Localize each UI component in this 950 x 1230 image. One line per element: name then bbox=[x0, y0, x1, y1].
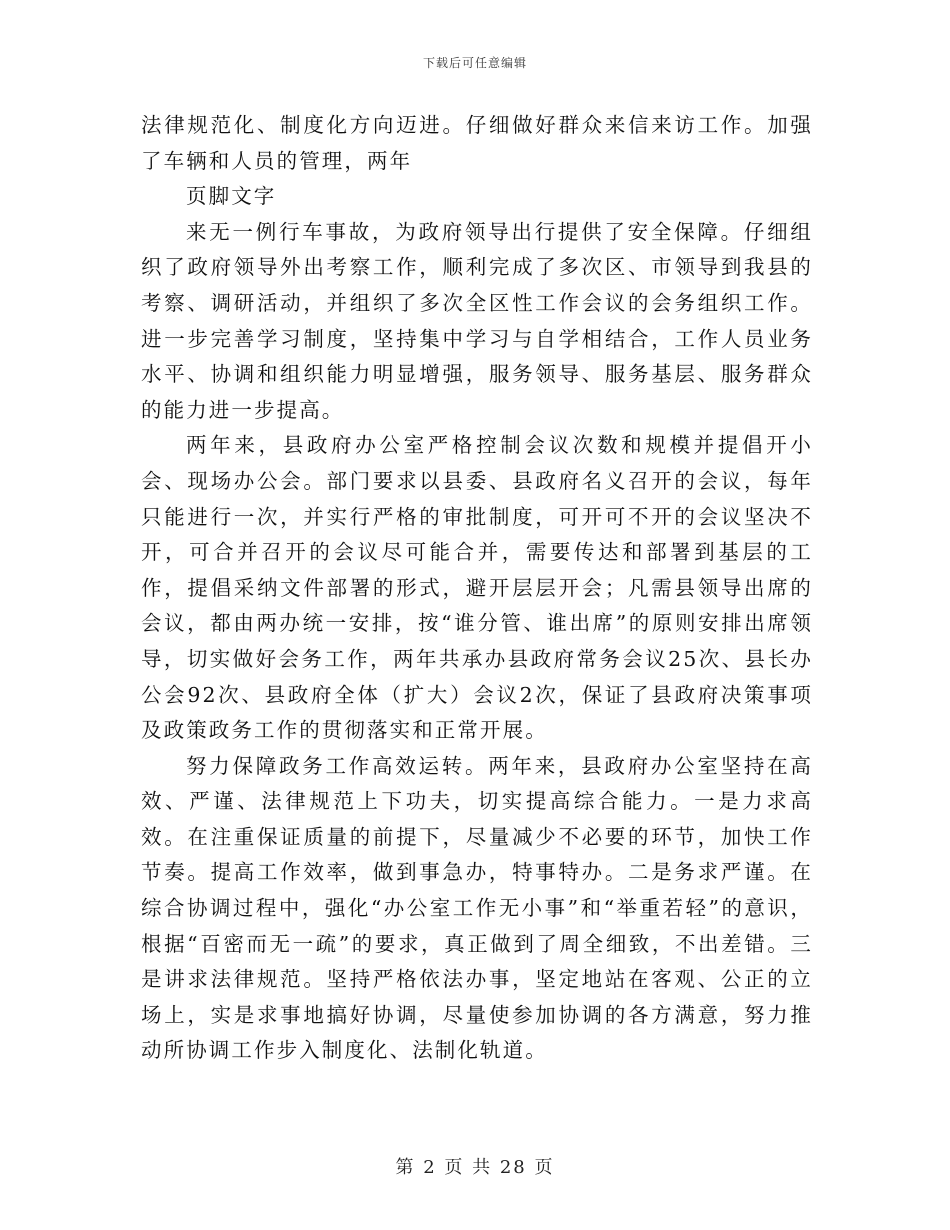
paragraph-continuation: 法律规范化、制度化方向迈进。仔细做好群众来信来访工作。加强了车辆和人员的管理，两年 bbox=[141, 113, 813, 173]
page-number: 第 2 页 共 28 页 bbox=[395, 1157, 555, 1178]
page-header: 下载后可任意编辑 bbox=[422, 56, 527, 70]
paragraph-efficiency: 努力保障政务工作高效运转。两年来，县政府办公室坚持在高效、严谨、法律规范上下功夫，切实提高综合能力。一是力求高效。在注重保证质量的前提下，尽量减少不必要的环节，加快工作节奏。提高工作效率，做到事急办，特事特办。二是务求严谨。在综合协调过程中，强化“办公室工作无小事”和“举重若轻”的意识，根据“百密而无一疏”的要求，真正做到了周全细致，不出差错。三是讲求法律规范。坚持严格依法办事，坚定地站在客观、公正的立场上，实是求事地搞好协调，尽量使参加协调的各方满意，努力推动所协调工作步入制度化、法制化轨道。 bbox=[141, 753, 813, 1063]
paragraph-vehicle-safety: 来无一例行车事故，为政府领导出行提供了安全保障。仔细组织了政府领导外出考察工作，顺利完成了多次区、市领导到我县的考察、调研活动，并组织了多次全区性工作会议的会务组织工作。进一步完善学习制度，坚持集中学习与自学相结合，工作人员业务水平、协调和组织能力明显增强，服务领导、服务基层、服务群众的能力进一步提高。 bbox=[141, 219, 813, 422]
document-body bbox=[141, 108, 813, 1069]
paragraph-meetings: 两年来，县政府办公室严格控制会议次数和规模并提倡开小会、现场办公会。部门要求以县委、县政府名义召开的会议，每年只能进行一次，并实行严格的审批制度，可开可不开的会议坚决不开，可合并召开的会议尽可能合并，需要传达和部署到基层的工作，提倡采纳文件部署的形式，避开层层开会；凡需县领导出席的会议，都由两办统一安排，按“谁分管、谁出席”的原则安排出席领导，切实做好会务工作，两年共承办县政府常务会议25次、县长办公会92次、县政府全体（扩大）会议2次，保证了县政府决策事项及政策政务工作的贯彻落实和正常开展。 bbox=[141, 433, 813, 743]
footer-text-label: 页脚文字 bbox=[186, 184, 277, 209]
